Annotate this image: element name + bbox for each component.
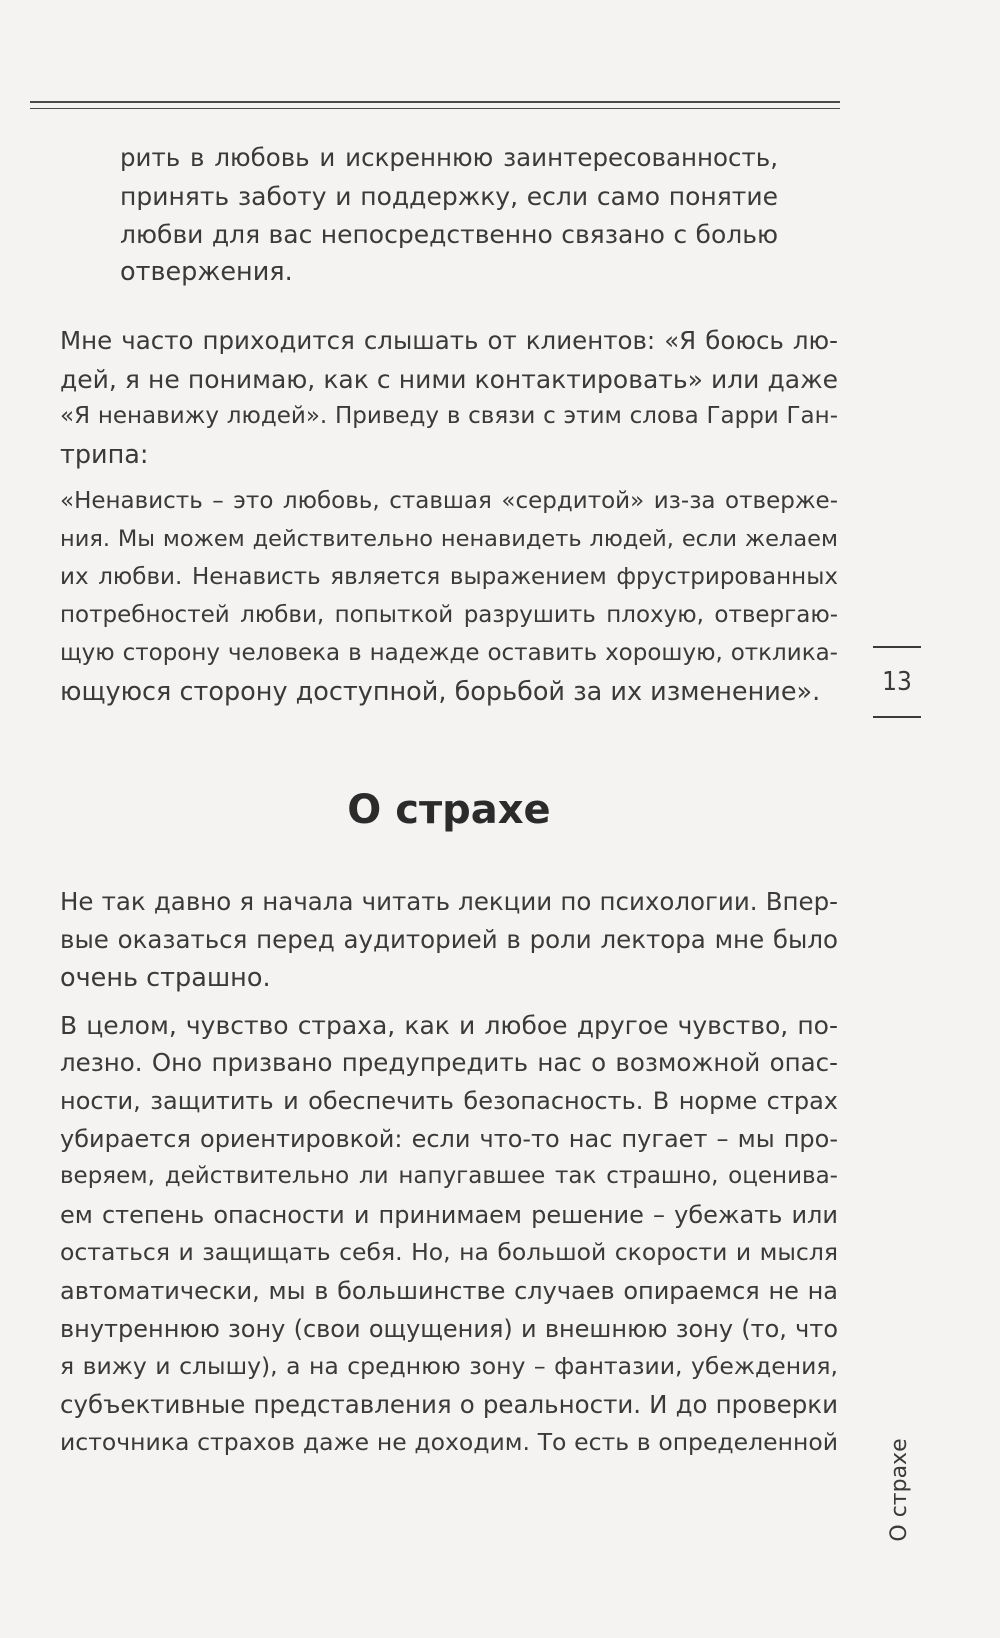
quote-line: потребностей любви, попыткой разрушить плохую, отвергаю-: [60, 602, 838, 628]
text-line: дей, я не понимаю, как с ними контактировать» или даже: [60, 365, 838, 394]
text-line: остаться и защищать себя. Но, на большой скорости и мысля: [60, 1238, 838, 1266]
text-line: ем степень опасности и принимаем решение – убежать или: [60, 1201, 838, 1229]
section-heading: О страхе: [347, 787, 551, 833]
text-line: принять заботу и поддержку, если само понятие: [120, 182, 778, 211]
top-rule-thin: [30, 108, 840, 109]
text-line: веряем, действительно ли напугавшее так страшно, оценива-: [60, 1163, 838, 1189]
quote-line: щую сторону человека в надежде оставить хорошую, откликa-: [60, 640, 838, 666]
text-line: очень страшно.: [60, 963, 271, 993]
running-header: О страхе: [887, 1438, 912, 1542]
quote-line: их любви. Ненависть является выражением фрустрированных: [60, 564, 838, 590]
quote-line: ющуюся сторону доступной, борьбой за их изменение».: [60, 677, 821, 707]
quote-line: ния. Мы можем действительно ненавидеть людей, если желаем: [60, 526, 838, 552]
text-line: отвержения.: [120, 257, 293, 287]
text-line: субъективные представления о реальности. И до проверки: [60, 1390, 838, 1419]
text-line: трипа:: [60, 440, 149, 470]
page-number-rule-bottom: [873, 716, 921, 718]
text-line: любви для вас непосредственно связано с болью: [120, 220, 778, 249]
text-line: источника страхов даже не доходим. То есть в определенной: [60, 1428, 838, 1456]
text-line: В целом, чувство страха, как и любое другое чувство, по-: [60, 1011, 838, 1040]
page-number: 13: [882, 667, 912, 697]
top-rule: [30, 101, 840, 103]
text-line: я вижу и слышу), а на среднюю зону – фантазии, убеждения,: [60, 1352, 838, 1380]
text-line: вые оказаться перед аудиторией в роли лектора мне было: [60, 925, 838, 954]
page-number-rule-top: [873, 646, 921, 648]
text-line: внутреннюю зону (свои ощущения) и внешнюю зону (то, что: [60, 1315, 838, 1343]
text-line: убирается ориентировкой: если что-то нас пугает – мы про-: [60, 1125, 838, 1153]
quote-line: «Ненависть – это любовь, ставшая «сердитой» из-за отверже-: [60, 488, 838, 514]
text-line: ности, защитить и обеспечить безопасность. В норме страх: [60, 1087, 838, 1115]
text-line: Не так давно я начала читать лекции по психологии. Впер-: [60, 887, 838, 916]
text-line: автоматически, мы в большинстве случаев опираемся не на: [60, 1277, 838, 1305]
text-line: лезно. Оно призвано предупредить нас о возможной опас-: [60, 1048, 838, 1077]
text-line: рить в любовь и искреннюю заинтересованность,: [120, 143, 778, 172]
text-line: «Я ненавижу людей». Приведу в связи с этим слова Гарри Ган-: [60, 403, 838, 429]
text-line: Мне часто приходится слышать от клиентов: «Я боюсь лю-: [60, 326, 838, 355]
